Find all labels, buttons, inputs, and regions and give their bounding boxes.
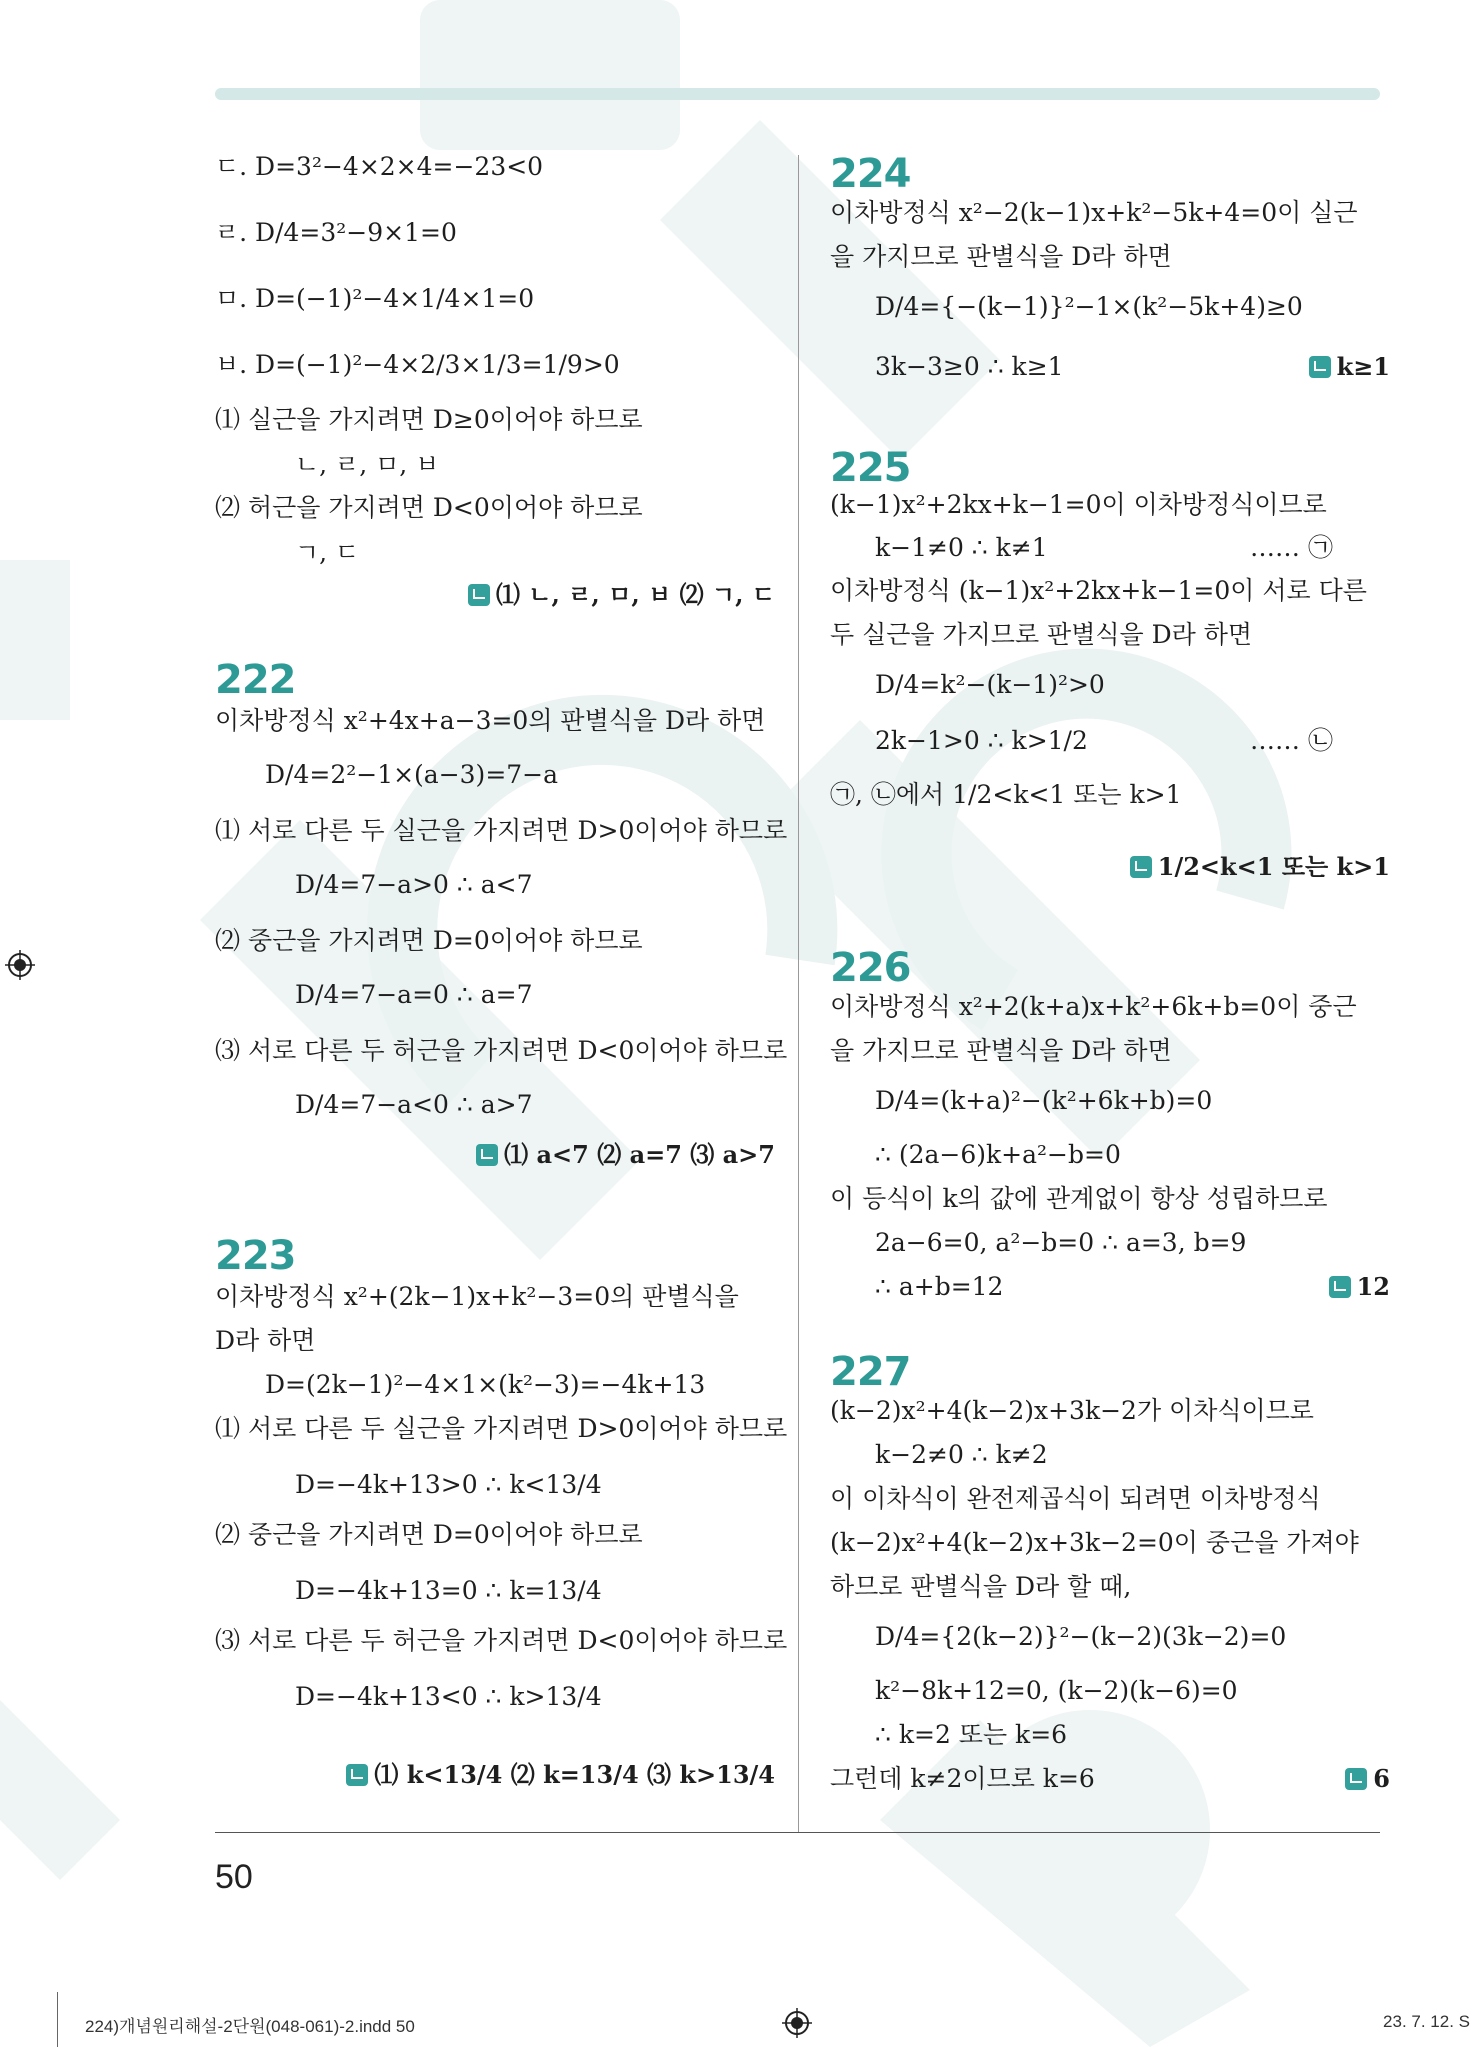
solution-line: ㉠, ㉡에서 1/2<k<1 또는 k>1	[830, 780, 1182, 809]
solution-line: k²−8k+12=0, (k−2)(k−6)=0	[875, 1676, 1238, 1705]
solution-line: 2a−6=0, a²−b=0 ∴ a=3, b=9	[875, 1228, 1247, 1257]
solution-line: k−1≠0 ∴ k≠1	[875, 533, 1048, 562]
footer-file-info: 224)개념원리해설-2단원(048-061)-2.indd 50	[85, 2017, 415, 2036]
solution-line: 이차방정식 (k−1)x²+2kx+k−1=0이 서로 다른	[830, 576, 1367, 605]
solution-line: 하므로 판별식을 D라 할 때,	[830, 1572, 1132, 1601]
page-number: 50	[215, 1858, 253, 1896]
solution-line: 두 실근을 가지므로 판별식을 D라 하면	[830, 620, 1253, 649]
registration-mark-icon	[5, 950, 35, 980]
solution-line: 을 가지므로 판별식을 D라 하면	[830, 1036, 1172, 1065]
solution-line: 이 등식이 k의 값에 관계없이 항상 성립하므로	[830, 1184, 1328, 1213]
solution-line: ⑵ 중근을 가지려면 D=0이어야 하므로	[215, 1520, 643, 1549]
solution-line: ⑴ 서로 다른 두 실근을 가지려면 D>0이어야 하므로	[215, 1414, 788, 1443]
solution-line: ∴ k=2 또는 k=6	[875, 1720, 1068, 1749]
answer-mark-icon	[1329, 1276, 1351, 1298]
equation-tag: …… ㉠	[1250, 533, 1333, 562]
solution-line: ∴ (2a−6)k+a²−b=0	[875, 1140, 1121, 1169]
solution-line: D=−4k+13=0 ∴ k=13/4	[295, 1576, 602, 1605]
solution-line: D라 하면	[215, 1326, 316, 1355]
solution-line: 을 가지므로 판별식을 D라 하면	[830, 242, 1172, 271]
solution-line: ㄷ. D=3²−4×2×4=−23<0	[215, 152, 544, 181]
solution-line: ⑴ 실근을 가지려면 D≥0이어야 하므로	[215, 405, 643, 434]
column-divider	[798, 155, 799, 1832]
answer-mark-icon	[1345, 1768, 1367, 1790]
answer-mark-icon	[468, 584, 490, 606]
solution-line: D=−4k+13>0 ∴ k<13/4	[295, 1470, 602, 1499]
solution-line: D=(2k−1)²−4×1×(k²−3)=−4k+13	[265, 1370, 706, 1399]
answer-mark-icon	[1309, 356, 1331, 378]
answer-mark-icon	[346, 1764, 368, 1786]
solution-line: D/4={−(k−1)}²−1×(k²−5k+4)≥0	[875, 292, 1303, 321]
solution-line: 2k−1>0 ∴ k>1/2	[875, 726, 1088, 755]
answer-mark-icon	[476, 1144, 498, 1166]
solution-line: ㄱ, ㄷ	[295, 538, 360, 567]
solution-line: D/4=7−a<0 ∴ a>7	[295, 1090, 533, 1119]
solution-line: ⑴ 서로 다른 두 실근을 가지려면 D>0이어야 하므로	[215, 816, 788, 845]
solution-line: D/4=7−a=0 ∴ a=7	[295, 980, 533, 1009]
problem-number: 227	[830, 1349, 911, 1395]
solution-line: D/4=2²−1×(a−3)=7−a	[265, 760, 559, 789]
solution-line: ㅂ. D=(−1)²−4×2/3×1/3=1/9>0	[215, 350, 620, 379]
solution-line: ⑶ 서로 다른 두 허근을 가지려면 D<0이어야 하므로	[215, 1626, 788, 1655]
answer-line: k≥1	[1309, 352, 1390, 382]
solution-line: (k−1)x²+2kx+k−1=0이 이차방정식이므로	[830, 490, 1327, 519]
answer-line: ⑴ k<13/4 ⑵ k=13/4 ⑶ k>13/4	[346, 1760, 775, 1790]
registration-mark-icon	[782, 2008, 812, 2038]
solution-line: ⑵ 중근을 가지려면 D=0이어야 하므로	[215, 926, 643, 955]
solution-line: D/4={2(k−2)}²−(k−2)(3k−2)=0	[875, 1622, 1287, 1651]
solution-line: k−2≠0 ∴ k≠2	[875, 1440, 1048, 1469]
problem-number: 225	[830, 445, 911, 491]
solution-line: ㅁ. D=(−1)²−4×1/4×1=0	[215, 284, 535, 313]
solution-line: 이차방정식 x²+4x+a−3=0의 판별식을 D라 하면	[215, 706, 766, 735]
problem-number: 222	[215, 657, 296, 703]
solution-line: 그런데 k≠2이므로 k=6	[830, 1764, 1095, 1793]
top-decorative-bar	[215, 88, 1380, 100]
solution-line: ㄴ, ㄹ, ㅁ, ㅂ	[295, 450, 440, 479]
problem-number: 224	[830, 151, 911, 197]
equation-tag: …… ㉡	[1250, 726, 1333, 755]
solution-line: 이차방정식 x²+(2k−1)x+k²−3=0의 판별식을	[215, 1282, 739, 1311]
footer-date: 23. 7. 12. S	[1383, 2012, 1470, 2031]
solution-line: ⑵ 허근을 가지려면 D<0이어야 하므로	[215, 493, 643, 522]
solution-line: ⑶ 서로 다른 두 허근을 가지려면 D<0이어야 하므로	[215, 1036, 788, 1065]
solution-line: D/4=(k+a)²−(k²+6k+b)=0	[875, 1086, 1213, 1115]
answer-line: 6	[1345, 1764, 1390, 1794]
solution-line: D/4=7−a>0 ∴ a<7	[295, 870, 533, 899]
solution-line: D/4=k²−(k−1)²>0	[875, 670, 1105, 699]
solution-line: ∴ a+b=12	[875, 1272, 1004, 1301]
problem-number: 223	[215, 1233, 296, 1279]
answer-line: 1/2<k<1 또는 k>1	[1130, 852, 1390, 882]
answer-line: 12	[1329, 1272, 1390, 1302]
crop-mark	[57, 1992, 58, 2047]
solution-line: 이차방정식 x²+2(k+a)x+k²+6k+b=0이 중근	[830, 992, 1357, 1021]
solution-line: D=−4k+13<0 ∴ k>13/4	[295, 1682, 602, 1711]
answer-mark-icon	[1130, 856, 1152, 878]
answer-line: ⑴ ㄴ, ㄹ, ㅁ, ㅂ ⑵ ㄱ, ㄷ	[468, 580, 775, 610]
answer-line: ⑴ a<7 ⑵ a=7 ⑶ a>7	[476, 1140, 775, 1170]
solution-line: ㄹ. D/4=3²−9×1=0	[215, 218, 457, 247]
solution-line: 이 이차식이 완전제곱식이 되려면 이차방정식	[830, 1484, 1321, 1513]
solution-line: (k−2)x²+4(k−2)x+3k−2=0이 중근을 가져야	[830, 1528, 1359, 1557]
bottom-rule	[215, 1832, 1380, 1833]
problem-number: 226	[830, 945, 911, 991]
solution-line: 3k−3≥0 ∴ k≥1	[875, 352, 1064, 381]
solution-line: (k−2)x²+4(k−2)x+3k−2가 이차식이므로	[830, 1396, 1314, 1425]
solution-line: 이차방정식 x²−2(k−1)x+k²−5k+4=0이 실근	[830, 198, 1358, 227]
